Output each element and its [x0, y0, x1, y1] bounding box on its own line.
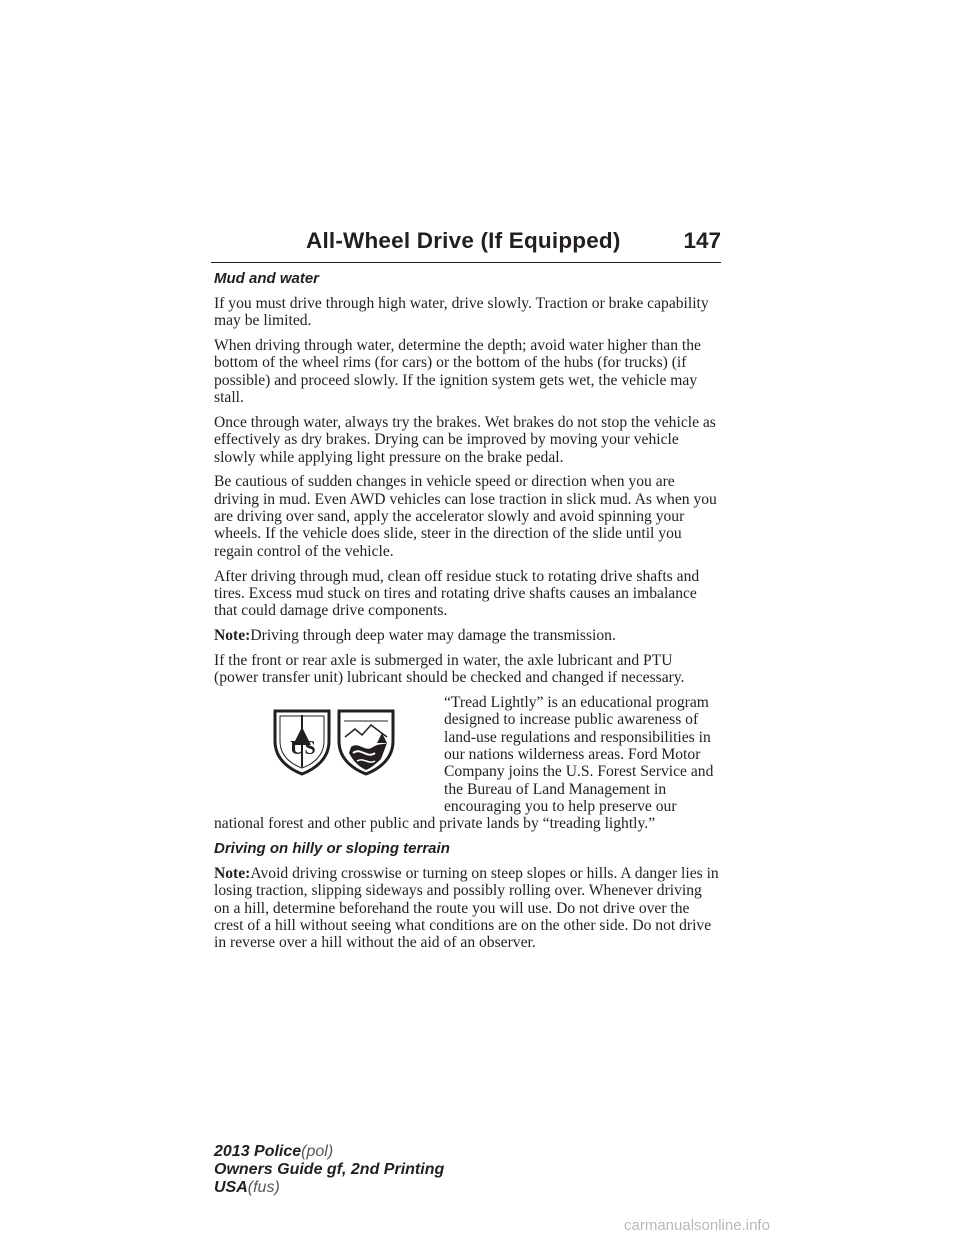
paragraph: Be cautious of sudden changes in vehicle speed or direction when you are driving in mud. Even AWD vehicles can lose traction in slick mud. As when you are driving over sand, apply the accelerator slowly and avoid spinning your wheels. If the vehicle does slide, steer in the direction of the slide until you regain control of the vehicle.: [214, 473, 717, 560]
footer-market: USA: [214, 1179, 248, 1196]
paragraph: After driving through mud, clean off residue stuck to rotating drive shafts and tires. Excess mud stuck on tires and rotating drive shafts causes an imbalance that could damage drive components.: [214, 567, 700, 620]
document-footer: [214, 1143, 444, 1197]
note-paragraph: [214, 865, 720, 951]
main-content: [214, 270, 720, 959]
page-title: All-Wheel Drive (If Equipped): [306, 228, 621, 253]
forest-service-shield-icon: [271, 707, 333, 777]
paragraph: Once through water, always try the brakes. Wet brakes do not stop the vehicle as effectively as dry brakes. Drying can be improved by moving your vehicle slowly while applying light pressure on the brake pedal.: [214, 413, 716, 466]
us-letters: US: [290, 737, 316, 760]
footer-market-code: (fus): [247, 1179, 280, 1196]
footer-line-2: [214, 1161, 444, 1179]
note-text: Avoid driving crosswise or turning on steep slopes or hills. A danger lies in losing traction, slipping sideways and possibly rolling over. Whenever driving on a hill, determine beforehand the route you will use. Do not drive over the crest of a hill without seeing what conditions are on the other side. Do not drive in reverse over a hill without the aid of an observer.: [214, 865, 719, 952]
paragraph: If the front or rear axle is submerged in water, the axle lubricant and PTU (power transfer unit) lubricant should be checked and changed if necessary.: [214, 651, 685, 687]
footer-line-3: [214, 1179, 444, 1197]
page-header: [211, 226, 721, 263]
page-number: 147: [683, 228, 721, 253]
paragraph: If you must drive through high water, drive slowly. Traction or brake capability may be limited.: [214, 295, 709, 330]
footer-model: 2013 Police: [214, 1143, 302, 1160]
note-paragraph: [214, 627, 720, 644]
footer-line-1: [214, 1143, 444, 1161]
watermark: carmanualsonline.info: [624, 1217, 770, 1234]
paragraph: When driving through water, determine the depth; avoid water higher than the bottom of the wheel rims (for cars) or the bottom of the hubs (for trucks) (if possible) and proceed slowly. If the ignition system gets wet, the vehicle may stall.: [214, 337, 701, 407]
section-heading-mud-water: Mud and water: [214, 270, 320, 287]
footer-model-code: (pol): [301, 1143, 334, 1160]
agency-logos: [268, 696, 420, 806]
note-label: Note:: [214, 865, 251, 883]
note-text: Driving through deep water may damage the transmission.: [250, 627, 616, 645]
footer-guide: Owners Guide gf, 2nd Printing: [214, 1161, 445, 1178]
paragraph-tread-lightly: “Tread Lightly” is an educational program designed to increase public awareness of land-use regulations and responsibilities in our nations wilderness areas. Ford Motor Company joins the U.S. Forest Service and the Bureau of Land Management in encouraging you to help preserve our national forest and other public and private lands by “treading lightly.”: [214, 694, 714, 833]
section-heading-hilly-terrain: Driving on hilly or sloping terrain: [214, 840, 450, 858]
blm-shield-icon: [335, 707, 397, 777]
note-label: Note:: [214, 627, 251, 645]
